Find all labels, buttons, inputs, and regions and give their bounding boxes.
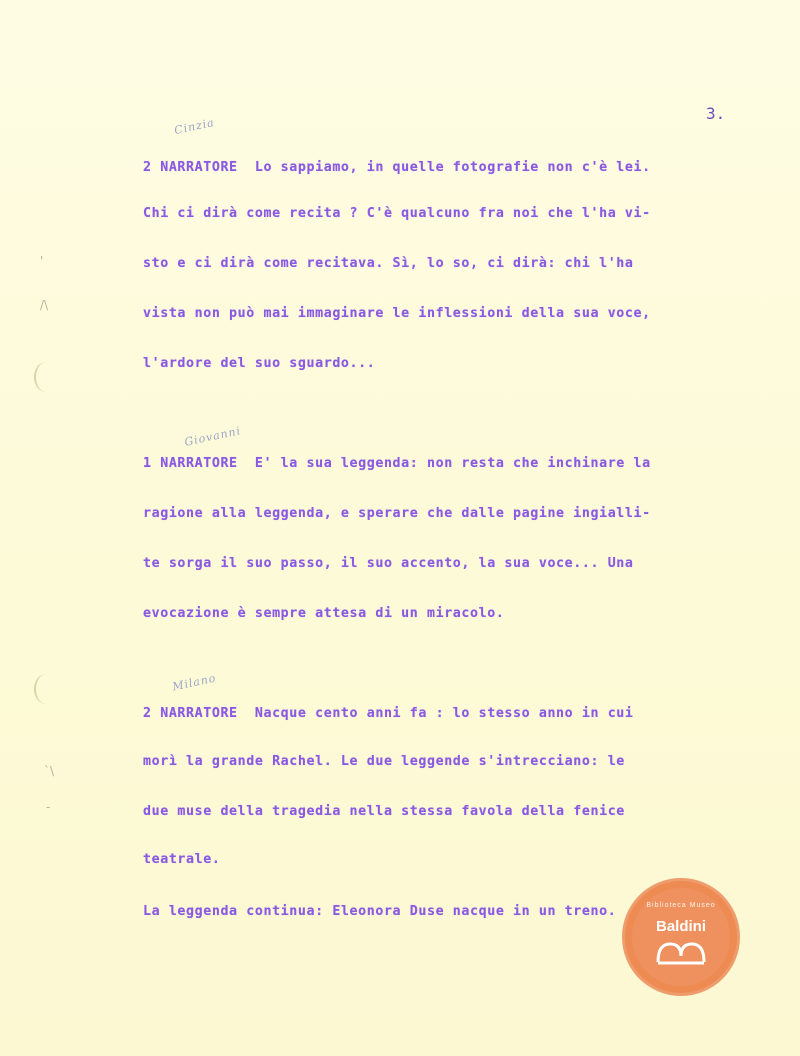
text-line: La leggenda continua: Eleonora Duse nacque in un treno. (143, 904, 617, 919)
stamp-name: Baldini (655, 918, 706, 935)
margin-mark: `\ (44, 764, 55, 778)
margin-mark: /\ (40, 298, 49, 312)
text-line: ragione alla leggenda, e sperare che dalle pagine ingialli- (143, 506, 651, 521)
text-line: 2 NARRATORE Nacque cento anni fa : lo stesso anno in cui (143, 706, 634, 721)
text-line: Chi ci dirà come recita ? C'è qualcuno fra noi che l'ha vi- (143, 206, 651, 221)
text-line: evocazione è sempre attesa di un miracolo. (143, 606, 505, 621)
book-logo-icon (656, 940, 706, 966)
text-line: 2 NARRATORE Lo sappiamo, in quelle fotografie non c'è lei. (143, 160, 651, 175)
handwritten-annotation: Cinzia (173, 115, 216, 138)
text-line: te sorga il suo passo, il suo accento, la sua voce... Una (143, 556, 634, 571)
text-line: 1 NARRATORE E' la sua leggenda: non resta che inchinare la (143, 456, 651, 471)
punch-hole-top (34, 362, 58, 392)
text-line: sto e ci dirà come recitava. Sì, lo so, ci dirà: chi l'ha (143, 256, 634, 271)
text-line: l'ardore del suo sguardo... (143, 356, 376, 371)
text-line: morì la grande Rachel. Le due leggende s'intrecciano: le (143, 754, 625, 769)
margin-mark: ' (40, 254, 44, 268)
handwritten-annotation: Giovanni (183, 424, 243, 449)
margin-mark: - (46, 800, 51, 814)
text-line: teatrale. (143, 852, 221, 867)
text-line: vista non può mai immaginare le inflessioni della sua voce, (143, 306, 651, 321)
punch-hole-bottom (34, 674, 58, 704)
page-number: 3. (706, 104, 726, 123)
handwritten-annotation: Milano (171, 671, 218, 694)
text-line: due muse della tragedia nella stessa favola della fenice (143, 804, 625, 819)
library-stamp (622, 878, 740, 996)
stamp-top-text: Biblioteca Museo (646, 902, 716, 909)
